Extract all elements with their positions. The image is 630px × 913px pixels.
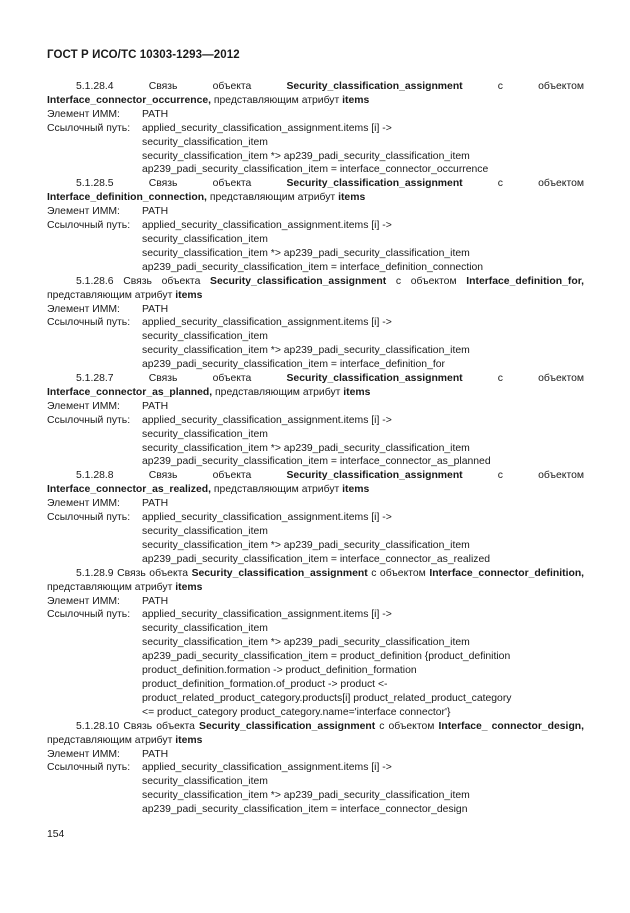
path-line: security_classification_item *> ap239_padi_security_classification_item	[142, 539, 470, 551]
section-number: 5.1.28.8	[76, 470, 114, 482]
path-line: ap239_padi_security_classification_item = interface_definition_for	[142, 359, 445, 371]
path-row	[47, 511, 584, 525]
heading-text: с объектом	[379, 720, 435, 732]
page-number: 154	[47, 829, 65, 840]
element-label: Элемент ИММ:	[47, 595, 120, 607]
entity-name: Security_classification_assignment	[191, 567, 368, 579]
section-number: 5.1.28.9	[76, 567, 114, 579]
element-label: Элемент ИММ:	[47, 400, 120, 412]
path-line: product_related_product_category.products[i] product_related_product_category	[142, 692, 512, 704]
heading-text: представляющим атрибут	[209, 192, 336, 204]
path-line: product_definition_formation.of_product -> product <-	[142, 678, 388, 690]
element-value: PATH	[142, 108, 169, 120]
path-label: Ссылочный путь:	[47, 220, 131, 232]
path-label: Ссылочный путь:	[47, 122, 131, 134]
section-heading	[47, 177, 584, 205]
path-label: Ссылочный путь:	[47, 512, 131, 524]
path-label: Ссылочный путь:	[47, 609, 131, 621]
section-heading	[47, 720, 584, 748]
section-heading	[47, 80, 584, 108]
mapping-section	[47, 372, 584, 469]
path-row	[47, 219, 584, 233]
section-number: 5.1.28.10	[76, 720, 120, 732]
attribute-name: items	[342, 484, 370, 496]
mapping-section	[47, 567, 584, 720]
path-line: security_classification_item	[142, 526, 268, 537]
path-label: Ссылочный путь:	[47, 762, 131, 774]
path-label: Ссылочный путь:	[47, 317, 131, 329]
path-line: applied_security_classification_assignment.items [i] ->	[142, 512, 392, 524]
section-heading	[47, 469, 584, 497]
path-line: security_classification_item	[142, 136, 268, 148]
section-heading	[47, 275, 584, 303]
path-row	[47, 316, 584, 330]
target-entity-name: Interface_definition_connection,	[47, 192, 207, 204]
path-line: security_classification_item *> ap239_padi_security_classification_item	[142, 345, 470, 357]
attribute-name: items	[342, 94, 370, 106]
path-line: security_classification_item	[142, 233, 268, 245]
path-line: applied_security_classification_assignment.items [i] ->	[142, 122, 392, 134]
path-line: security_classification_item *> ap239_padi_security_classification_item	[142, 150, 470, 162]
path-line: security_classification_item *> ap239_padi_security_classification_item	[142, 247, 470, 259]
path-line: ap239_padi_security_classification_item = interface_connector_as_realized	[142, 553, 491, 565]
path-line: security_classification_item *> ap239_padi_security_classification_item	[142, 442, 470, 454]
entity-name: Security_classification_assignment	[286, 178, 463, 190]
mapping-section	[47, 469, 584, 566]
heading-text: с объектом	[395, 275, 457, 287]
target-entity-name: Interface_ connector_design,	[438, 720, 585, 732]
entity-name: Security_classification_assignment	[199, 720, 376, 732]
section-number: 5.1.28.7	[76, 373, 114, 385]
target-entity-name: Interface_connector_as_planned,	[47, 386, 213, 398]
entity-name: Security_classification_assignment	[210, 275, 387, 287]
element-label: Элемент ИММ:	[47, 303, 120, 315]
heading-text: Связь объекта	[123, 720, 195, 732]
heading-text: представляющим атрибут	[47, 289, 173, 301]
path-line: security_classification_item *> ap239_padi_security_classification_item	[142, 637, 470, 649]
element-label: Элемент ИММ:	[47, 108, 120, 120]
heading-text: Связь объекта	[123, 275, 201, 287]
path-line: security_classification_item *> ap239_padi_security_classification_item	[142, 790, 470, 802]
element-row	[47, 108, 584, 122]
element-row	[47, 400, 584, 414]
heading-text: представляющим атрибут	[213, 94, 340, 106]
document-header: ГОСТ Р ИСО/ТС 10303-1293—2012	[47, 49, 240, 61]
section-number: 5.1.28.6	[76, 275, 114, 287]
target-entity-name: Interface_definition_for,	[466, 275, 585, 287]
path-line: applied_security_classification_assignment.items [i] ->	[142, 762, 392, 774]
section-heading	[47, 372, 584, 400]
element-row	[47, 205, 584, 219]
path-line: applied_security_classification_assignment.items [i] ->	[142, 220, 392, 232]
attribute-name: items	[175, 289, 203, 301]
heading-text: с объектом	[497, 373, 585, 385]
heading-text: с объектом	[497, 178, 585, 190]
path-line: security_classification_item	[142, 428, 268, 440]
element-row	[47, 497, 584, 511]
element-value: PATH	[142, 748, 169, 760]
mapping-section	[47, 177, 584, 274]
mapping-section	[47, 720, 584, 817]
path-line: product_definition.formation -> product_definition_formation	[142, 665, 417, 677]
path-line: applied_security_classification_assignment.items [i] ->	[142, 317, 392, 329]
element-value: PATH	[142, 400, 169, 412]
target-entity-name: Interface_connector_occurrence,	[47, 94, 212, 106]
path-line: ap239_padi_security_classification_item = interface_definition_connection	[142, 261, 484, 273]
element-value: PATH	[142, 498, 169, 510]
heading-text: Связь объекта	[148, 470, 252, 482]
attribute-name: items	[338, 192, 366, 204]
path-line: <= product_category product_category.name='interface connector'}	[142, 706, 451, 718]
path-line: security_classification_item	[142, 623, 268, 635]
element-label: Элемент ИММ:	[47, 748, 120, 760]
attribute-name: items	[175, 734, 203, 746]
path-line: applied_security_classification_assignment.items [i] ->	[142, 414, 392, 426]
section-heading	[47, 567, 584, 595]
element-row	[47, 595, 584, 609]
element-value: PATH	[142, 206, 169, 218]
heading-text: с объектом	[497, 81, 585, 92]
path-row	[47, 761, 584, 775]
target-entity-name: Interface_connector_definition,	[429, 567, 585, 579]
target-entity-name: Interface_connector_as_realized,	[47, 484, 212, 496]
heading-text: представляющим атрибут	[215, 386, 341, 398]
entity-name: Security_classification_assignment	[286, 470, 463, 482]
path-line: applied_security_classification_assignment.items [i] ->	[142, 609, 392, 621]
path-line: ap239_padi_security_classification_item = product_definition {product_definition	[142, 651, 511, 663]
document-body	[47, 80, 584, 817]
path-line: ap239_padi_security_classification_item = interface_connector_design	[142, 804, 468, 816]
path-label: Ссылочный путь:	[47, 414, 131, 426]
entity-name: Security_classification_assignment	[286, 373, 463, 385]
path-row	[47, 608, 584, 622]
heading-text: Связь объекта	[148, 373, 252, 385]
element-label: Элемент ИММ:	[47, 498, 120, 510]
path-line: security_classification_item	[142, 331, 268, 343]
section-number: 5.1.28.5	[76, 178, 114, 190]
heading-text: Связь объекта	[148, 81, 252, 92]
heading-text: с объектом	[497, 470, 585, 482]
heading-text: Связь объекта	[148, 178, 252, 190]
path-row	[47, 414, 584, 428]
element-value: PATH	[142, 595, 169, 607]
heading-text: представляющим атрибут	[47, 734, 173, 746]
element-row	[47, 303, 584, 317]
heading-text: представляющим атрибут	[47, 581, 173, 593]
heading-text: представляющим атрибут	[213, 484, 340, 496]
path-line: ap239_padi_security_classification_item = interface_connector_occurrence	[142, 164, 489, 176]
entity-name: Security_classification_assignment	[286, 81, 463, 92]
heading-text: с объектом	[371, 567, 426, 579]
attribute-name: items	[343, 386, 371, 398]
element-label: Элемент ИММ:	[47, 206, 120, 218]
heading-text: Связь объекта	[117, 567, 189, 579]
mapping-section	[47, 80, 584, 177]
mapping-section	[47, 275, 584, 372]
section-number: 5.1.28.4	[76, 81, 114, 92]
path-line: security_classification_item	[142, 776, 268, 788]
element-value: PATH	[142, 303, 169, 315]
path-row	[47, 122, 584, 136]
attribute-name: items	[175, 581, 203, 593]
element-row	[47, 748, 584, 762]
path-line: ap239_padi_security_classification_item = interface_connector_as_planned	[142, 456, 491, 468]
